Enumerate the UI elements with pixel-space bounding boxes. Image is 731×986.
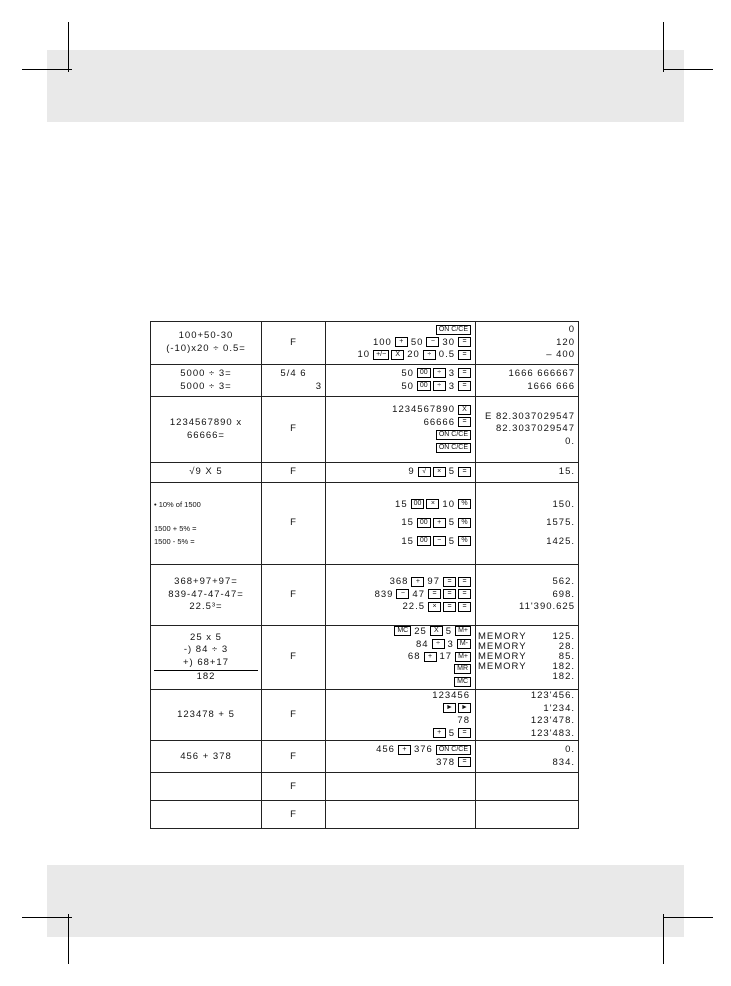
key-sequence-line <box>329 651 472 664</box>
memory-value: 85. <box>558 651 575 663</box>
expression-line: 839-47-47-47= <box>168 588 244 600</box>
key-input-digits: 22.5 <box>402 601 425 613</box>
display-result-cell <box>476 626 579 690</box>
mode-label: F <box>290 336 297 348</box>
key-sequence-line <box>329 639 472 652</box>
table-row <box>151 773 579 801</box>
key-sequence-cell <box>326 365 476 397</box>
key-input-digits: 17 <box>439 651 453 663</box>
calculator-key[interactable]: = <box>458 577 471 587</box>
key-sequence-line <box>329 664 472 677</box>
key-input-digits: 100 <box>372 336 392 348</box>
expression-line: 5000 ÷ 3= <box>180 380 232 392</box>
display-result: 150. <box>552 498 575 510</box>
key-sequence-line <box>329 676 472 689</box>
key-sequence-line <box>329 337 472 350</box>
crop-mark <box>22 69 72 70</box>
expression-line: 22.5³= <box>189 601 223 613</box>
key-sequence-line <box>329 466 472 479</box>
expression-cell <box>151 483 262 565</box>
calculator-key[interactable]: M+ <box>455 652 471 662</box>
key-sequence-line <box>329 536 472 549</box>
display-result: E 82.3037029547 <box>484 410 575 422</box>
display-result: 15. <box>558 466 575 478</box>
key-sequence-line <box>329 728 472 741</box>
expression-cell <box>151 322 262 365</box>
key-input-digits: 50 <box>401 380 414 392</box>
expression-cell <box>151 565 262 626</box>
crop-mark <box>663 917 713 918</box>
key-input-digits: 97 <box>427 576 440 588</box>
key-input-digits: 5 <box>448 727 455 739</box>
key-sequence-line <box>329 324 472 337</box>
memory-result <box>478 672 575 682</box>
table-row <box>151 741 579 773</box>
key-sequence-cell <box>326 397 476 463</box>
display-result: 11'390.625 <box>518 601 575 613</box>
key-sequence-cell <box>326 801 476 829</box>
expression-cell <box>151 689 262 740</box>
calculator-key[interactable]: ON C/CE <box>436 325 471 335</box>
key-input-digits: 68 <box>407 651 421 663</box>
calculator-key[interactable]: 00 <box>417 518 431 528</box>
memory-indicator: MEMORY <box>478 631 527 643</box>
expression-line: 1500 - 5% = <box>154 536 195 546</box>
calculator-key[interactable]: X <box>430 626 443 636</box>
crop-mark <box>663 22 664 72</box>
key-sequence-line <box>329 589 472 602</box>
calculator-key[interactable]: ON C/CE <box>436 443 471 453</box>
key-sequence-line <box>329 576 472 589</box>
mode-label: F <box>290 651 297 663</box>
table-row <box>151 565 579 626</box>
calculator-key[interactable]: = <box>458 602 471 612</box>
expression-cell <box>151 741 262 773</box>
key-sequence-cell <box>326 565 476 626</box>
display-result: 0. <box>565 435 575 447</box>
calculator-key[interactable]: × <box>428 602 441 612</box>
display-result: 1425. <box>546 535 575 547</box>
calculator-key[interactable]: = <box>443 577 456 587</box>
crop-mark <box>22 917 72 918</box>
calculator-key[interactable]: % <box>458 536 471 546</box>
mode-cell <box>262 801 326 829</box>
key-input-digits: 5 <box>448 466 455 478</box>
display-result-cell <box>476 463 579 483</box>
display-result-cell <box>476 483 579 565</box>
calculator-key[interactable]: = <box>458 381 471 391</box>
expression-line: 100+50-30 <box>178 330 234 342</box>
display-result: 1666 666667 <box>508 367 575 379</box>
expression-line: 123478 + 5 <box>177 708 235 720</box>
display-result: 562. <box>552 576 575 588</box>
display-result-cell <box>476 689 579 740</box>
mode-label: F <box>290 708 297 720</box>
expression-line: 66666= <box>187 429 225 441</box>
memory-indicator: MEMORY <box>478 651 527 663</box>
mode-cell <box>262 773 326 801</box>
key-sequence-line <box>329 349 472 362</box>
display-result-cell <box>476 565 579 626</box>
calculator-key[interactable]: 00 <box>417 368 431 378</box>
calculator-key[interactable]: % <box>458 518 471 528</box>
calculator-key[interactable]: = <box>428 589 441 599</box>
key-sequence-cell <box>326 322 476 365</box>
calculator-key[interactable]: X <box>391 350 404 360</box>
table-row <box>151 322 579 365</box>
key-input-digits: 0.5 <box>438 349 455 361</box>
key-input-digits: 5 <box>448 517 455 529</box>
table-row <box>151 397 579 463</box>
mode-cell <box>262 741 326 773</box>
mode-label: F <box>290 808 297 820</box>
key-input-digits: 3 <box>448 380 455 392</box>
key-input-digits: 5 <box>448 535 455 547</box>
key-input-digits: 3 <box>447 638 454 650</box>
calculator-key[interactable]: − <box>433 536 446 546</box>
expression-cell <box>151 626 262 690</box>
key-input-digits: 84 <box>415 638 429 650</box>
display-result: 123'478. <box>530 715 575 727</box>
key-sequence-line <box>329 381 472 394</box>
key-sequence-line <box>329 715 472 728</box>
key-input-digits: 376 <box>413 744 433 756</box>
expression-line: 1500 + 5% = <box>154 524 197 534</box>
expression-cell <box>151 773 262 801</box>
key-sequence-cell <box>326 741 476 773</box>
mode-label: F <box>290 750 297 762</box>
key-input-digits: 5 <box>445 626 453 637</box>
calculator-key[interactable]: % <box>458 499 471 509</box>
mode-cell <box>262 322 326 365</box>
key-input-digits: 50 <box>401 367 414 379</box>
key-input-digits: 66666 <box>423 416 455 428</box>
memory-value: 125. <box>552 631 575 643</box>
key-sequence-line <box>329 430 472 443</box>
display-result: 834. <box>552 756 575 768</box>
key-input-digits: 78 <box>457 715 470 727</box>
key-sequence-line <box>329 757 472 770</box>
display-result: 1575. <box>546 517 575 529</box>
display-result-cell <box>476 365 579 397</box>
key-input-digits: 1234567890 <box>392 404 455 416</box>
calculator-key[interactable]: ► <box>458 703 471 713</box>
display-result: 123'456. <box>530 689 575 701</box>
key-sequence-cell <box>326 689 476 740</box>
memory-value: 28. <box>558 641 575 653</box>
table-row <box>151 801 579 829</box>
display-result-cell <box>476 773 579 801</box>
expression-line: 456 + 378 <box>180 750 232 762</box>
expression-cell <box>151 463 262 483</box>
mode-cell <box>262 565 326 626</box>
calculator-key[interactable]: 00 <box>417 536 431 546</box>
key-sequence-line <box>329 744 472 757</box>
key-input-digits: 123456 <box>432 689 470 701</box>
key-input-digits: 839 <box>374 588 394 600</box>
key-sequence-line <box>329 690 472 703</box>
calculator-key[interactable]: + <box>411 577 424 587</box>
expression-cell <box>151 397 262 463</box>
memory-value: 182. <box>552 671 575 683</box>
calculator-key[interactable]: = <box>443 589 456 599</box>
mode-label: F <box>290 517 297 529</box>
key-input-digits: 50 <box>410 336 424 348</box>
mode-setting: 5/4 6 <box>280 367 307 379</box>
display-result-cell <box>476 397 579 463</box>
display-result-cell <box>476 322 579 365</box>
calculator-key[interactable]: ÷ <box>423 350 436 360</box>
key-sequence-cell <box>326 463 476 483</box>
expression-line: 1234567890 x <box>169 416 243 428</box>
mode-setting: 3 <box>315 380 322 392</box>
key-input-digits: 15 <box>401 535 414 547</box>
calculator-key[interactable]: = <box>458 728 471 738</box>
key-sequence-line <box>329 442 472 455</box>
calculator-key[interactable]: ÷ <box>433 381 446 391</box>
mode-cell <box>262 483 326 565</box>
calculator-key[interactable]: ÷ <box>432 639 445 649</box>
key-sequence-line <box>329 517 472 530</box>
calculator-key[interactable]: MC <box>454 677 471 687</box>
mode-label: F <box>290 780 297 792</box>
display-result: – 400 <box>546 349 575 361</box>
key-input-digits: 3 <box>448 367 455 379</box>
calculator-key[interactable]: ON C/CE <box>436 745 471 755</box>
calculator-key[interactable]: MR <box>454 664 471 674</box>
display-result-cell <box>476 741 579 773</box>
calculator-key[interactable]: = <box>458 417 471 427</box>
calculator-key[interactable]: 00 <box>417 381 431 391</box>
calculator-key[interactable]: ► <box>443 703 456 713</box>
display-result: 0 <box>568 324 575 336</box>
crop-mark <box>68 914 69 964</box>
display-result: 82.3037029547 <box>495 423 575 435</box>
key-input-digits: 15 <box>395 498 408 510</box>
key-sequence-cell <box>326 483 476 565</box>
calculator-key[interactable]: M- <box>457 639 471 649</box>
calculator-key[interactable]: + <box>424 652 437 662</box>
calculator-key[interactable]: × <box>433 467 446 477</box>
key-input-digits: 25 <box>414 626 427 637</box>
key-input-digits: 456 <box>376 744 395 756</box>
table-row <box>151 689 579 740</box>
display-result: 120 <box>556 336 575 348</box>
display-result: 123'483. <box>530 727 575 739</box>
table-row <box>151 626 579 690</box>
mode-cell <box>262 463 326 483</box>
calculator-key[interactable]: × <box>426 499 439 509</box>
key-sequence-line <box>329 626 472 639</box>
expression-line: 182 <box>154 670 258 684</box>
key-sequence-cell <box>326 626 476 690</box>
calculator-key[interactable]: = <box>443 602 456 612</box>
calculator-key[interactable]: +/− <box>373 350 389 360</box>
expression-line: 368+97+97= <box>174 576 238 588</box>
calculator-key[interactable]: − <box>396 589 409 599</box>
memory-value: 182. <box>552 661 575 673</box>
mode-label: F <box>290 466 297 478</box>
calculator-key[interactable]: = <box>458 337 471 347</box>
calculator-key[interactable]: = <box>458 467 471 477</box>
display-result: 1'234. <box>543 702 575 714</box>
crop-mark <box>68 22 69 72</box>
calculator-key[interactable]: √ <box>418 467 431 477</box>
table-row <box>151 365 579 397</box>
crop-mark <box>663 914 664 964</box>
calculator-key[interactable]: X <box>458 405 471 415</box>
memory-indicator: MEMORY <box>478 641 527 653</box>
key-sequence-line <box>329 703 472 716</box>
expression-line: +) 68+17 <box>182 656 230 668</box>
key-sequence-line <box>329 404 472 417</box>
display-result: 0. <box>565 744 575 756</box>
key-sequence-cell <box>326 773 476 801</box>
expression-line: • 10% of 1500 <box>154 499 201 509</box>
calculator-key[interactable]: 00 <box>411 499 425 509</box>
mode-cell <box>262 626 326 690</box>
key-input-digits: 30 <box>442 336 455 348</box>
mode-cell <box>262 365 326 397</box>
calculator-key[interactable]: + <box>433 518 446 528</box>
calculator-key[interactable]: + <box>398 745 411 755</box>
key-input-digits: 15 <box>401 517 414 529</box>
calculator-key[interactable]: MC <box>394 626 411 636</box>
key-input-digits: 47 <box>412 588 425 600</box>
mode-cell <box>262 397 326 463</box>
key-sequence-line <box>329 368 472 381</box>
header-band <box>47 50 684 122</box>
expression-line: 5000 ÷ 3= <box>180 367 232 379</box>
calculator-key[interactable]: ON C/CE <box>436 430 471 440</box>
memory-indicator: MEMORY <box>478 661 527 673</box>
mode-label: F <box>290 588 297 600</box>
expression-cell <box>151 365 262 397</box>
table-row <box>151 483 579 565</box>
calculator-key[interactable]: = <box>458 368 471 378</box>
calculator-key[interactable]: + <box>433 728 446 738</box>
crop-mark <box>663 69 713 70</box>
display-result: 1666 666 <box>527 380 575 392</box>
key-input-digits: 368 <box>389 576 409 588</box>
expression-cell <box>151 801 262 829</box>
key-sequence-line <box>329 417 472 430</box>
calculator-key[interactable]: M+ <box>455 626 471 636</box>
expression-line: √9 X 5 <box>189 466 223 478</box>
calculator-key[interactable]: = <box>458 350 471 360</box>
display-result: 698. <box>552 588 575 600</box>
expression-line: -) 84 ÷ 3 <box>183 644 229 656</box>
key-input-digits: 20 <box>407 349 420 361</box>
mode-label: F <box>290 423 297 435</box>
table-row <box>151 463 579 483</box>
display-result-cell <box>476 801 579 829</box>
key-input-digits: 378 <box>436 756 455 768</box>
calculator-key[interactable]: + <box>395 337 408 347</box>
calculator-key[interactable]: = <box>458 589 471 599</box>
key-input-digits: 10 <box>357 349 371 361</box>
footer-band <box>47 865 684 937</box>
calculator-key[interactable]: = <box>458 757 471 767</box>
expression-line: (-10)x20 ÷ 0.5= <box>166 343 246 354</box>
key-input-digits: 9 <box>408 466 415 478</box>
key-sequence-line <box>329 499 472 512</box>
expression-line: 25 x 5 <box>190 631 222 643</box>
calculator-key[interactable]: − <box>426 337 439 347</box>
key-sequence-line <box>329 601 472 614</box>
calculation-examples-table <box>150 321 579 829</box>
mode-cell <box>262 689 326 740</box>
calculator-key[interactable]: ÷ <box>433 368 446 378</box>
key-input-digits: 10 <box>442 498 455 510</box>
